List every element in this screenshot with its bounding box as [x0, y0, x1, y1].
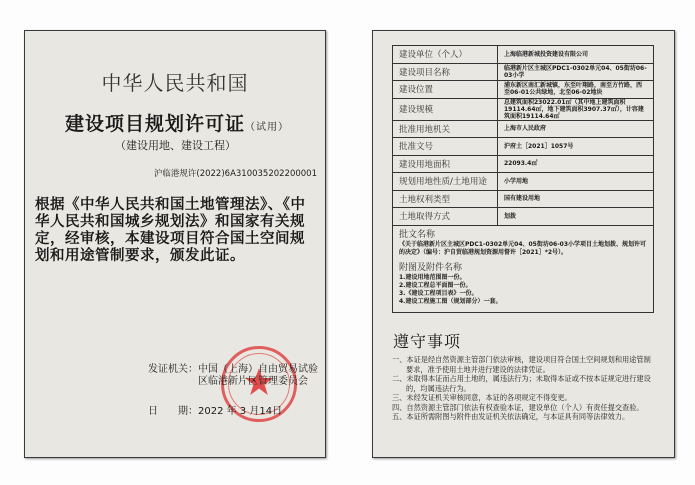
- approval-cell: [393, 225, 654, 312]
- row-value: 沪府土［2021］1057号: [498, 138, 654, 156]
- approval-heading: 批文名称: [399, 229, 436, 240]
- row-key: 建设用地面积: [393, 155, 498, 173]
- rule-item: 二、未取得本证而占用土地的，属违法行为；未取得本证或不按本证规定进行建设的，均属违法行为。: [392, 374, 651, 393]
- attachment-item: 4.建设工程施工图（规划部分）一套。: [399, 297, 502, 305]
- attachments-heading: 附图及附件名称: [399, 262, 463, 273]
- attachment-item: 3.《建设工程项目表》一份。: [399, 289, 478, 297]
- table-row: [393, 138, 654, 156]
- approval-row: [393, 225, 654, 312]
- table-row: [393, 155, 654, 173]
- row-value: 国有建设用地: [498, 190, 654, 208]
- row-key: 土地取得方式: [393, 208, 498, 226]
- date-value: 2022 年 3 月14日: [198, 406, 283, 417]
- row-value: 总建筑面积23022.01㎡（其中地上建筑面积19114.64㎡，地下建筑面积3907.37㎡），计容建筑面积19114.64㎡: [498, 98, 654, 120]
- row-value: 22093.4㎡: [498, 155, 654, 173]
- table-row: [393, 208, 654, 226]
- date-label: 日 期：: [148, 406, 198, 417]
- rule-item: 四、自然资源主管部门依法有权查验本证，建设单位（个人）有责任提交查验。: [392, 402, 644, 412]
- approval-text: 《关于临港新片区主城区PDC1-0302单元04、05街坊06-03小学项目土地划拨、规划许可的决定》（编号：沪自贸临港规划资源用督许［2021］*2号）。: [399, 240, 647, 256]
- attachment-item: 2.建设工程总平面图一份。: [399, 281, 472, 289]
- table-row: [393, 190, 654, 208]
- table-row: [393, 81, 654, 99]
- row-key: 批准用地机关: [393, 120, 498, 138]
- issuer-label: 发证机关：: [148, 364, 198, 375]
- row-key: 规划用地性质/土地用途: [393, 173, 498, 191]
- rule-item: 一、本证是经自然资源主管部门依法审核，建设项目符合国土空间规划和用途管制要求，准予使用土地并进行建设的法律凭证。: [392, 355, 651, 374]
- permit-title-text: 建设项目规划许可证: [65, 113, 246, 135]
- permit-subtitle: （建设用地、建设工程）: [115, 139, 236, 152]
- row-key: 建设项目名称: [393, 63, 498, 81]
- issue-date: [148, 402, 282, 417]
- row-value: 划拨: [498, 208, 654, 226]
- issuing-authority: [148, 364, 318, 388]
- row-value: 上海临港新城投资建设有限公司: [498, 46, 654, 64]
- permit-title-suffix: （试用）: [245, 122, 290, 133]
- permit-body-text: 根据《中华人民共和国土地管理法》、《中华人民共和国城乡规划法》和国家有关规定，经审核，本建设项目符合国土空间规划和用途管制要求，颁发此证。: [35, 197, 306, 264]
- rules-title: 遵守事项: [393, 332, 462, 351]
- row-value: 临港新片区主城区PDC1-0302单元04、05街坊06-03小学: [498, 63, 654, 81]
- table-row: [393, 46, 654, 64]
- rule-item: 五、本证所需附图与附件由发证机关依法确定，与本证具有同等法律效力。: [392, 412, 630, 421]
- table-row: [393, 173, 654, 191]
- rules-list: [392, 355, 654, 422]
- rule-item: 三、未经发证机关审核同意，本证的各项规定不得变更。: [392, 393, 572, 402]
- attachment-item: 1.建设用地范围图一份。: [399, 273, 466, 281]
- permit-details-table: [392, 45, 654, 313]
- issuer-line-1: 中国（上海）自由贸易试验: [198, 364, 318, 375]
- row-value: 上海市人民政府: [498, 120, 654, 138]
- table-row: [393, 63, 654, 81]
- row-value: 浦东新区南汇新城镇，东至叶翔路，南至方竹路，西至06-01公共绿地，北至06-02地块: [498, 81, 654, 99]
- permit-number: 沪临港规许(2022)6A310035202200001: [153, 169, 317, 179]
- row-key: 建设规模: [393, 98, 498, 120]
- table-row: [393, 120, 654, 138]
- permit-title: [65, 109, 289, 136]
- row-key: 土地权利类型: [393, 190, 498, 208]
- row-key: 建设位置: [393, 81, 498, 99]
- row-key: 批准文号: [393, 138, 498, 156]
- permit-back-page: [372, 30, 675, 458]
- country-name: 中华人民共和国: [101, 71, 249, 95]
- row-value: 小学用地: [498, 173, 654, 191]
- table-row: [393, 98, 654, 120]
- row-key: 建设单位（个人）: [393, 46, 498, 64]
- permit-front-page: [24, 30, 326, 458]
- issuer-line-2: 区临港新片区管理委员会: [198, 376, 308, 387]
